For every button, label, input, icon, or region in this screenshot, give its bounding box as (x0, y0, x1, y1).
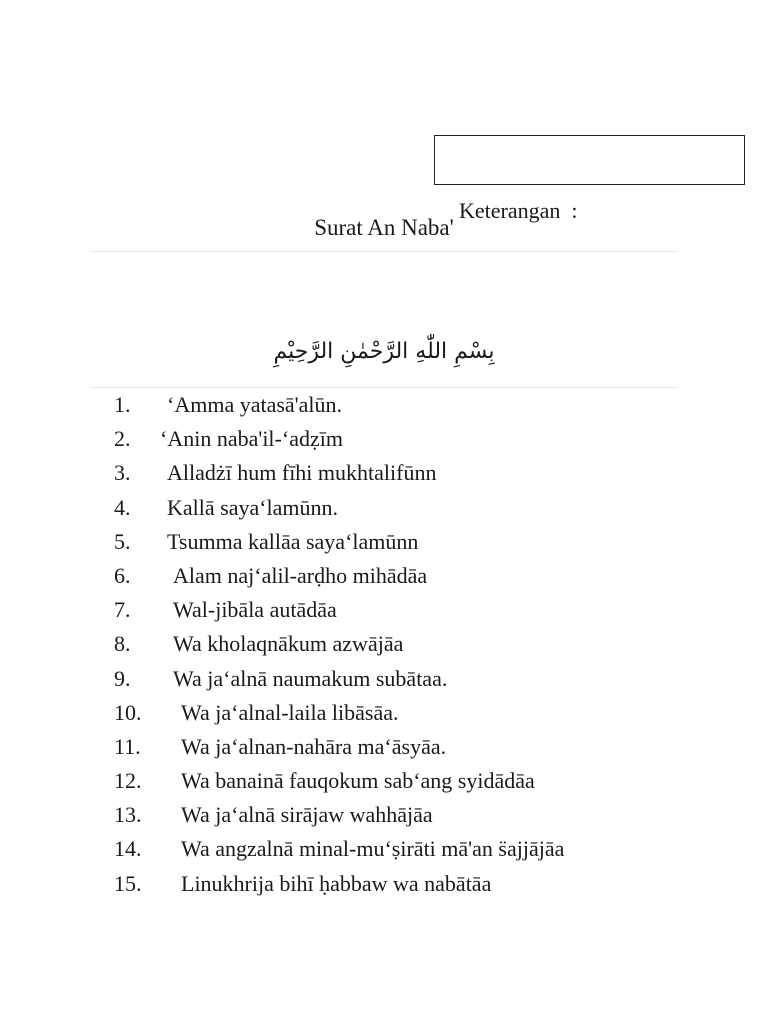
verse-text: Wa ja‘alnā naumakum subātaa. (173, 665, 448, 691)
verse-text: ‘Anin naba'il-‘adẓīm (160, 426, 343, 452)
verse-item (0, 696, 768, 730)
verse-item (0, 456, 768, 490)
verse-item (0, 867, 768, 901)
verse-item (0, 422, 768, 456)
verse-text: ‘Amma yatasā'alūn. (167, 392, 343, 417)
verse-item (0, 662, 768, 696)
verse-item (0, 730, 768, 764)
verse-number: 2. (114, 426, 131, 452)
verse-text: Kallā saya‘lamūnn. (167, 494, 339, 520)
verse-item (0, 388, 768, 422)
verse-text: Linukhrija bihī ḥabbaw wa nabātāa (181, 870, 492, 896)
verse-text: Alladżī hum fīhi mukhtalifūnn (167, 460, 437, 486)
verse-text: Tsumma kallāa saya‘lamūnn (167, 528, 419, 554)
verse-number: 10. (114, 699, 142, 725)
verse-text: Wa kholaqnākum azwājāa (173, 631, 404, 657)
verse-number: 7. (114, 597, 131, 623)
verse-text: Wa ja‘alnā sirājaw wahhājāa (181, 802, 433, 828)
verse-number: 4. (114, 494, 131, 520)
divider-line (91, 251, 677, 252)
verse-item (0, 832, 768, 866)
verse-number: 12. (114, 768, 142, 794)
verse-number: 14. (114, 836, 142, 862)
verse-text: Wal-jibāla autādāa (173, 597, 337, 623)
verse-number: 9. (114, 665, 131, 691)
page-title: Surat An Naba' (314, 215, 454, 240)
verse-number: 15. (114, 870, 142, 896)
verse-list (0, 388, 768, 901)
verse-item (0, 525, 768, 559)
keterangan-label: Keterangan : (459, 198, 578, 223)
verse-item (0, 491, 768, 525)
verse-item (0, 593, 768, 627)
verse-number: 6. (114, 562, 131, 588)
verse-number: 13. (114, 802, 142, 828)
verse-number: 11. (114, 733, 141, 759)
verse-text: Wa ja‘alnan-nahāra ma‘āsyāa. (181, 733, 447, 759)
verse-number: 1. (114, 392, 131, 417)
verse-text: Alam naj‘alil-arḍho mihādāa (173, 562, 428, 588)
verse-item (0, 627, 768, 661)
verse-text: Wa banainā fauqokum sab‘ang syidādāa (181, 768, 535, 794)
verse-text: Wa ja‘alnal-laila libāsāa. (181, 699, 399, 725)
verse-number: 5. (114, 528, 131, 554)
verse-item (0, 798, 768, 832)
verse-item (0, 559, 768, 593)
verse-text: Wa angzalnā minal-mu‘ṣirāti mā'an s̈ajjājāa (181, 836, 565, 862)
verse-number: 3. (114, 460, 131, 486)
basmala-arabic: بِسْمِ اللّٰهِ الرَّحْمٰنِ الرَّحِيْمِ (273, 339, 495, 364)
keterangan-box (434, 135, 745, 223)
verse-item (0, 764, 768, 798)
verse-number: 8. (114, 631, 131, 657)
